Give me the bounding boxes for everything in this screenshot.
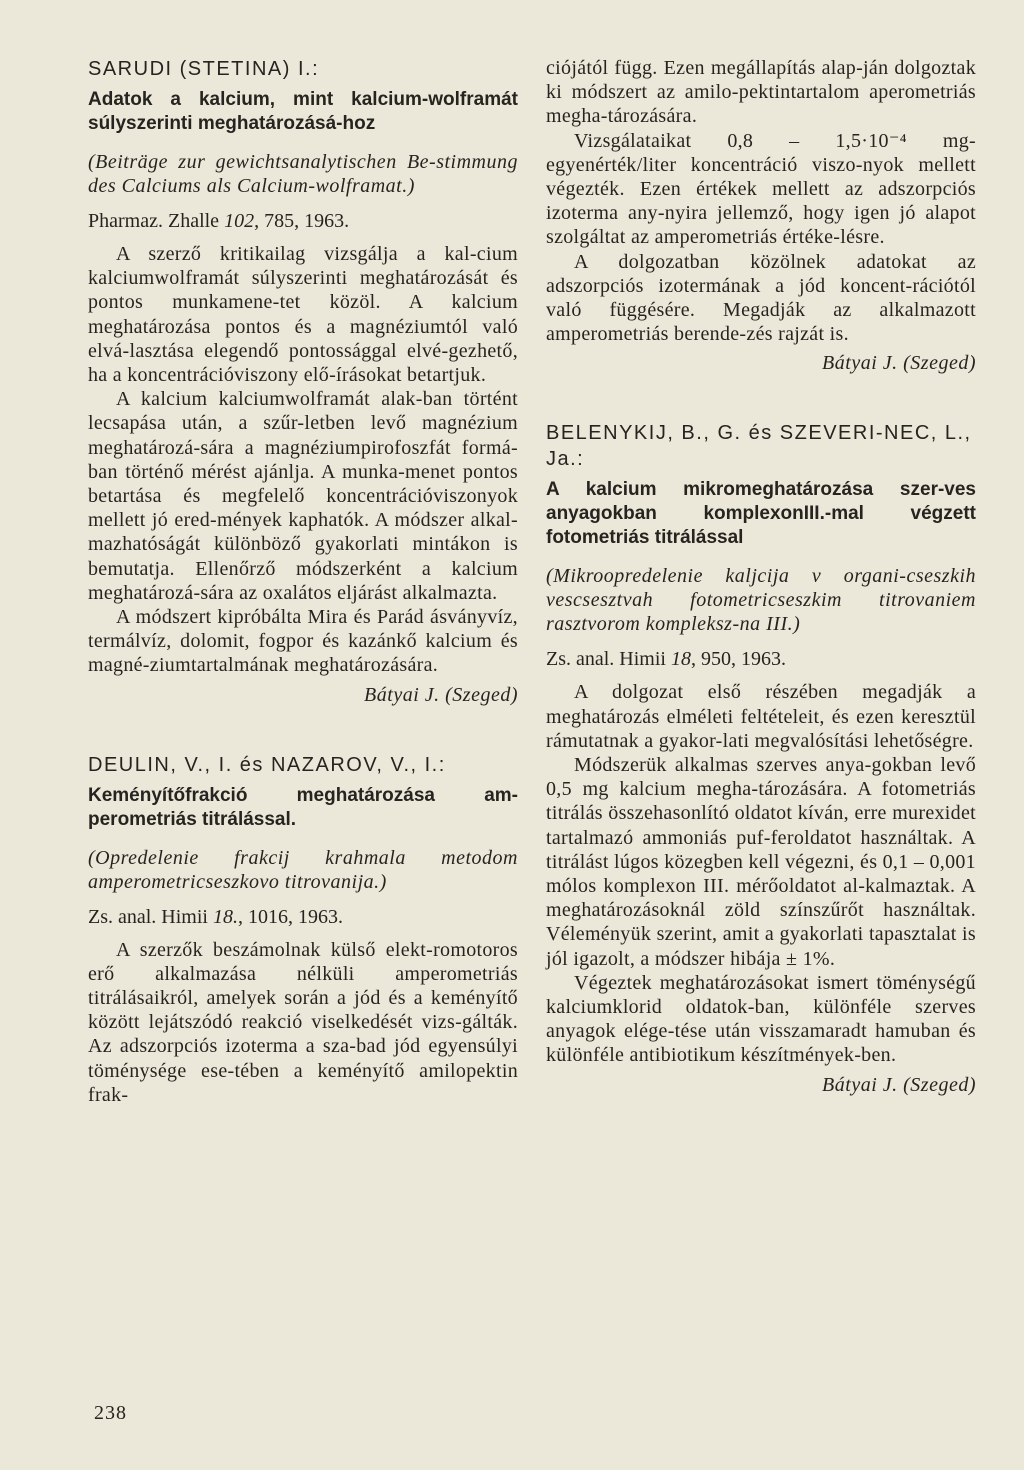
article-deulin [88, 752, 518, 1107]
article-paragraph: ciójától függ. Ezen megállapítás alap-ján dolgoztak ki módszert az amilo-pektintartalom aperometriás megha-tározására. [546, 57, 976, 128]
article-sarudi [88, 56, 518, 708]
reviewer-signature: Bátyai J. (Szeged) [822, 352, 976, 375]
article-source: Zs. anal. Himii 18., 1016, 1963. [88, 905, 343, 928]
right-column [546, 56, 976, 1146]
reviewer-signature: Bátyai J. (Szeged) [822, 1073, 976, 1096]
article-source: Zs. anal. Himii 18, 950, 1963. [546, 648, 786, 671]
article-paragraph: A dolgozatban közölnek adatokat az adszorpciós izotermának a jód koncent-rációtól való függésére. Megadják az alkalmazott amperometriás berende-zés rajzát is. [546, 250, 976, 346]
article-subtitle: (Beiträge zur gewichtsanalytischen Be-stimmung des Calciums als Calcium-wolframat.) [88, 151, 518, 197]
left-column [88, 56, 518, 1155]
article-title: Adatok a kalcium, mint kalcium-wolframát súlyszerinti meghatározásá-hoz [88, 89, 518, 134]
article-deulin-continued [546, 56, 976, 376]
article-subtitle: (Opredelenie frakcij krahmala metodom amperometricseszkovo titrovanija.) [88, 846, 518, 893]
article-paragraph: Végeztek meghatározásokat ismert töménységű kalciumklorid oldatok-ban, különféle szerves anyagok elége-tése után visszamaradt hamuban és különféle antibiotikum készítmények-ben. [546, 971, 976, 1067]
article-belenykij [546, 420, 976, 1097]
article-paragraph: A módszert kipróbálta Mira és Parád ásványvíz, termálvíz, dolomit, fogpor és kazánkő kalcium és magné-ziumtartalmának meghatározására. [88, 606, 518, 677]
article-author: BELENYKIJ, B., G. és SZEVERI-NEC, L., Ja.: [546, 422, 972, 471]
page-number: 238 [94, 1402, 127, 1424]
article-title: Keményítőfrakció meghatározása am-perometriás titrálással. [88, 784, 518, 830]
article-author: SARUDI (STETINA) I.: [88, 58, 320, 80]
article-paragraph: A szerzők beszámolnak külső elekt-romotoros erő alkalmazása nélküli amperometriás titrálásaikról, amelyek során a jód és a keményítő között lejátszódó reakció viselkedését vizs-gálták. Az adszorpciós izoterma a sza-bad jód egyensúlyi töménysége ese-tében a keményítő amilopektin frak- [88, 938, 518, 1106]
article-paragraph: A szerző kritikailag vizsgálja a kal-cium kalciumwolframát súlyszerinti meghatározását és pontos munkamene-tet közöl. A kalcium meghatározása pontos és a magnéziumtól való elvá-lasztása elegendő pontossággal elvé-gezhető, ha a koncentrációviszony elő-írásokat betartjuk. [88, 243, 518, 387]
article-title: A kalcium mikromeghatározása szer-ves anyagokban komplexonIII.-mal végzett fotometriás titrálással [546, 479, 976, 549]
article-subtitle: (Mikroopredelenie kaljcija v organi-cseszkih vescsesztvah fotometricseszkim titrovaniem rasztvorom kompleksz-na III.) [546, 565, 976, 636]
article-paragraph: Vizsgálataikat 0,8 – 1,5·10⁻⁴ mg-egyenérték/liter koncentráció viszo-nyok mellett végezték. Ezen értékek mellett az adszorpciós izoterma any-nyira jellemző, hogy igen jó alapot szolgáltat az amperometriás értéke-lésre. [546, 129, 976, 249]
article-paragraph: A kalcium kalciumwolframát alak-ban történt lecsapása után, a szűr-letben levő magnézium meghatározá-sára a magnéziumpirofoszfát formá-ban történő mérést ajánlja. A munka-menet pontos betartása és megfelelő koncentrációviszonyok mellett jó ered-mények kaphatók. A módszer alkal-mazhatóságát különböző gyakorlati mintákon is bemutatja. Ellenőrző módszerként a kalcium meghatározá-sára az oxalátos eljárást alkalmazta. [88, 388, 518, 604]
article-paragraph: A dolgozat első részében megadják a meghatározás elméleti feltételeit, és ezen keresztül rámutatnak a gyakor-lati megvalósítási lehetőségre. [546, 681, 976, 752]
article-paragraph: Módszerük alkalmas szerves anya-gokban levő 0,5 mg kalcium megha-tározására. A fotometriás titrálás összehasonlító oldatot kíván, erre murexidet tartalmazó ammoniás puf-feroldatot használtak. A titrálást lúgos közegben kell végezni, és 0,1 – 0,001 mólos komplexon III. mérőoldatot al-kalmaztak. A meghatározásoknál zöld színszűrőt használtak. Véleményük szerint, amit a gyakorlati tapasztalat is jól igazolt, a módszer hibája ± 1%. [546, 754, 976, 970]
reviewer-signature: Bátyai J. (Szeged) [364, 683, 518, 706]
article-author: DEULIN, V., I. és NAZAROV, V., I.: [88, 753, 446, 776]
article-source: Pharmaz. Zhalle 102, 785, 1963. [88, 210, 350, 232]
